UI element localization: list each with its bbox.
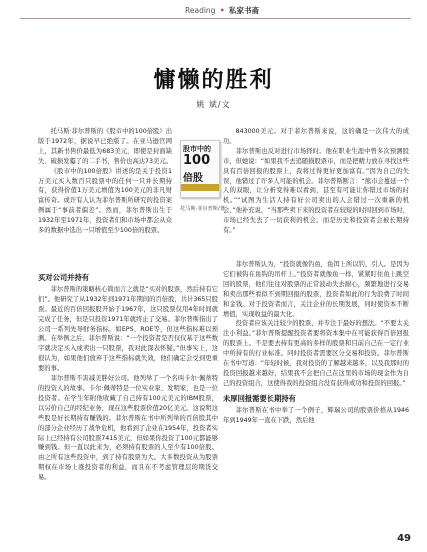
paragraph: 菲尔普斯也反对进行市场择时。他在职业生涯中曾多次预测股市，但她说：“如果我不去追随损股票市，而是把精力放在寻找这些具有百倍回报的股票上，我将过得更好更加富有。”因为自己的失误，他错过了许多人可能的机会。菲尔普斯断言：“熊市会蔓延一个人的双眼，让分析变得难以看到，甚至有可能让你错过市场的时机。”“试图为生活人持有好公司卖出的人会错过一次重新的机会，”他补充说，“当那些卖下来的投资者在较短的时间回到市场时，市场已经失去了一切获利的机会。而是历史和投资者会被长期持有。” — [223, 147, 409, 235]
right-column-bottom — [223, 260, 409, 426]
section-name: Reading — [185, 6, 216, 15]
paragraph: 菲尔普斯的策略核心简而言之就是“买对的股票，然后持有它们”。他研究了从1932年到1971年期间的百倍股，共计365只股票。最近的百倍回报股开始于1967年，这只股票仅用4年时间就完成了任务，但是只投资1971年就终止了交易。菲尔普斯指出了公司一系列先导财务指标，如EPS、ROE等，但这些指标难以预测。在举例之后，菲尔普斯说：“一个投资者是否仅仅基于这些数字就决定买入或卖出一只股票，我对此深表怀疑。”但事实上，这很认为，如果他们放弃于这些指标就失效，他们确定会受到更重要的事。 — [38, 285, 218, 373]
paragraph: 《股市中的100倍股》讲述的是关于投资1万美元买入数百只股票中的任何一只并长期持有，获得价值1万美元增值为100美元的非凡财富传奇。或许有人认为菲尔普斯所研究的投资案例属于“事前者偏差”。然而，菲尔普斯出生于1932年至1971年，投资者们和市场中都会从众多的数据中选出一只增值至少100倍的股票。 — [38, 167, 172, 235]
article-title: 慵懒的胜利 — [153, 67, 274, 93]
left-column-top — [38, 127, 172, 236]
right-column-top — [223, 127, 409, 236]
book-caption: 托马斯·菲尔普斯/著 — [180, 206, 225, 212]
paragraph: 托马斯·菲尔普斯的《股市中的100倍股》出版于1972年，据说早已绝版了。在亚马逊官网上，其新书售价最低为683美元，即使是封面缺失、破损发霉了的二手书，售价也高达73美元。 — [38, 128, 172, 165]
section-heading: 买对公司并持有 — [38, 273, 90, 282]
separator-dot: • — [219, 6, 225, 15]
book-cover-line1: 股市中的 — [183, 145, 211, 153]
book-cover-band — [181, 184, 219, 191]
paragraph: 菲尔普斯不害减美胖好公司。他列举了一个名叫卡尔·佩蒂特的投资人的故事。卡尔·佩蒂特是一位实业家、发明家，也是一位投资者。在学生年附他收藏了自己持有100元美元的IBM股票，以另价自己的经纪业务，现在这些股票价值20亿美元。这说明这些股是好长期持有赚钱的。菲尔普斯在书中所列举的百倍股其中的部分企业经历了战争危机，他看到了企业在1954年，投资者实际上已经持有公司股票7415美元，但如果你投资了100元都能够赚到钱。但一直以此来为，必须持有股票的人至少有100倍股。由之所有这些投资中，到了持有股票为大。大多数投资从为股票期权在市场上涨投资者的利益，而且在不考虑管理层的期货交易。 — [38, 375, 218, 482]
book-cover-line3: 倍股 — [183, 173, 203, 184]
header-bar — [0, 0, 427, 20]
book-cover-image — [180, 140, 220, 198]
column-name: 私家书斋 — [229, 6, 260, 15]
section-heading: 未厚回报需要长期持有 — [223, 393, 296, 403]
article-byline: 姚 斌/文 — [196, 100, 231, 109]
left-column-bottom — [38, 268, 218, 483]
header-rule — [20, 18, 411, 19]
section-label — [185, 5, 259, 16]
paragraph: 菲尔普斯在书中举了一个例子，辉瑞公司的股票价格从1946年到1949年一直在下跌，然后他 — [223, 406, 409, 424]
paragraph: 843000美元。对于菲尔普斯来说，这的确是一次伟大的成功。 — [223, 128, 409, 145]
page-number: 49 — [397, 533, 411, 544]
paragraph: 投资者应该关注较少的股票，并专注于最好的想法。“不要太关注小利益。”菲尔普斯提醒投资者要将资本集中在可能获得百倍回报的股票上。不是要去持有更高的多样的股票和目前自己在一定行业中所持有的行业标准。同时投资者需要区分交易和投资。菲尔普斯在书中写道：“年轻时候，我对投资的了解越来越多，以及我那时的投资回报越来越好，结果我不会把自己在这里的市场的现金作为自己的投资组合，这使得我的投资组合没有获得成功和投资的回报。” — [223, 320, 409, 387]
book-cover-line2: 100 — [183, 153, 211, 168]
paragraph: 菲尔普斯认为，“投资就像钓鱼，鱼饵上所以钓，引人。是因为它们被钩在鱼钩的吊杆上。”投资者就像鱼一样，紧紧盯住鱼上跳空回的股票，他们往往对股票的正常波动失去耐心，频繁地进行交易和卖出那些看似不到期回报的股票，投资者如此的行为浪费了时间和金钱。对于投资者而言，关注企业的长期发展，同时使资本不断增值，实现收益的最大化。 — [223, 261, 409, 318]
